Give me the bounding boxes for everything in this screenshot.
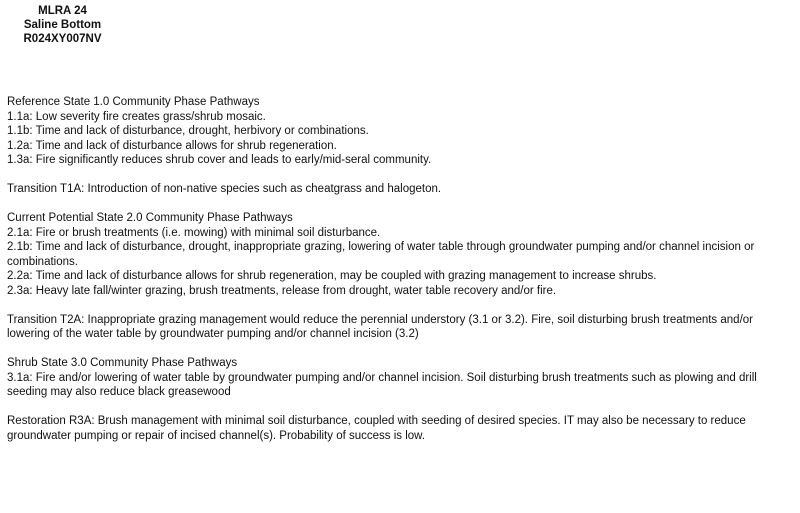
section-shrub-state (7, 356, 792, 400)
pathway-2-2a: 2.2a: Time and lack of disturbance allows for shrub regeneration, may be coupled with grazing management to increase shrubs. (7, 270, 657, 282)
section-heading: Shrub State 3.0 Community Phase Pathways (7, 357, 238, 369)
document-header (0, 4, 125, 46)
pathway-2-1b: 2.1b: Time and lack of disturbance, drought, inappropriate grazing, lowering of water table through groundwater pumping and/or channel incision or combinations. (7, 241, 755, 268)
section-transition-t1a (7, 182, 792, 197)
transition-t1a-text: Transition T1A: Introduction of non-native species such as cheatgrass and halogeton. (7, 183, 442, 195)
restoration-r3a-text: Restoration R3A: Brush management with minimal soil disturbance, coupled with seeding of desired species. IT may also be necessary to reduce groundwater pumping or repair of incised channel(s). Probability of success is low. (7, 415, 746, 442)
pathway-2-3a: 2.3a: Heavy late fall/winter grazing, brush treatments, release from drought, water table recovery and/or fire. (7, 284, 557, 297)
pathway-2-1a: 2.1a: Fire or brush treatments (i.e. mowing) with minimal soil disturbance. (7, 226, 381, 239)
transition-t2a-text: Transition T2A: Inappropriate grazing management would reduce the perennial understory (3.1 or 3.2). Fire, soil disturbing brush treatments and/or lowering of the water table by groundwater pumping and/or channel incision (3.2) (7, 313, 753, 340)
section-current-potential-state (7, 211, 792, 298)
section-restoration-r3a (7, 414, 792, 443)
pathway-1-3a: 1.3a: Fire significantly reduces shrub cover and leads to early/mid-seral community. (7, 154, 432, 166)
pathway-1-1b: 1.1b: Time and lack of disturbance, drought, herbivory or combinations. (7, 125, 369, 137)
document-body (7, 95, 792, 458)
section-reference-state (7, 95, 792, 168)
pathway-3-1a: 3.1a: Fire and/or lowering of water table by groundwater pumping and/or channel incision. Soil disturbing brush treatments such as plowing and drill seeding may also reduce black greasewood (7, 371, 757, 398)
header-site-id: R024XY007NV (23, 33, 102, 45)
pathway-1-2a: 1.2a: Time and lack of disturbance allows for shrub regeneration. (7, 139, 337, 152)
pathway-1-1a: 1.1a: Low severity fire creates grass/shrub mosaic. (7, 110, 266, 123)
section-heading: Reference State 1.0 Community Phase Pathways (7, 96, 260, 108)
header-site-name: Saline Bottom (23, 19, 102, 31)
section-transition-t2a (7, 313, 792, 342)
header-mlra: MLRA 24 (38, 5, 87, 17)
section-heading: Current Potential State 2.0 Community Phase Pathways (7, 212, 293, 224)
